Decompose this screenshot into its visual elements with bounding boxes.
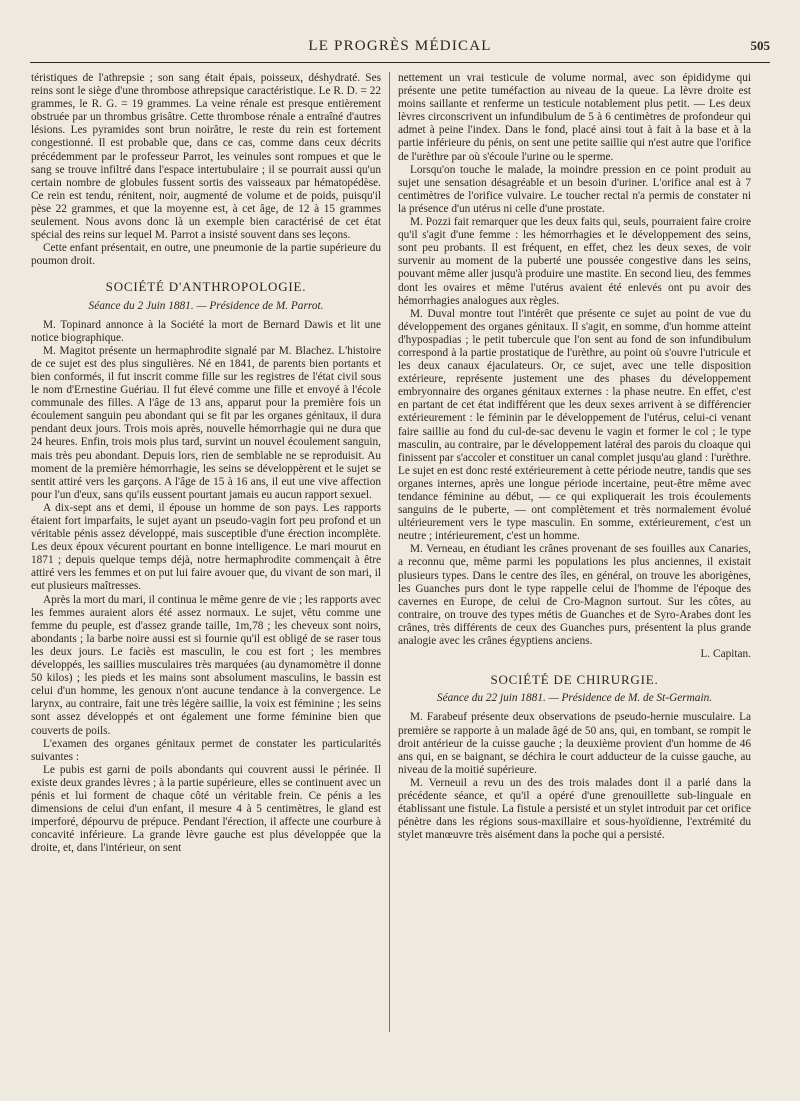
paragraph: M. Verneau, en étudiant les crânes provenant de ses fouilles aux Canaries, a reconnu que, même parmi les populations les plus anciennes, il existait plusieurs types. Dans le centre des îles, en général, on trouve les aborigènes, les Guanches purs dont le type rappelle celui de l'homme de l'époque des cavernes en Europe, de celui de Cro-Magnon surtout. Sur les côtes, au contraire, on trouve des types métis de Guanches et de Syro-Arabes dont les crânes, très différents de ceux des Guanches purs, présentent la plus grande analogie avec les crânes égyptiens anciens.: [398, 543, 751, 648]
section-title-anthropologie: SOCIÉTÉ D'ANTHROPOLOGIE.: [105, 279, 307, 295]
section-title-chirurgie: SOCIÉTÉ DE CHIRURGIE.: [490, 672, 659, 688]
paragraph: Après la mort du mari, il continua le même genre de vie ; les rapports avec les femmes auraient alors été assez normaux. Le sujet, vêtu comme une femme du peuple, est d'assez grande taille, 1m,78 ; les cheveux sont noirs, abondants ; la barbe noire aussi est si fournie qu'il est obligé de se raser tous les deux jours. Le faciès est masculin, le cou est fort ; les membres développés, les saillies musculaires très marquées (au dynamomètre il donne 50 kilos) ; les pieds et les mains sont absolument masculins, le bassin est celui d'un homme, les genoux n'ont aucune tendance à la convergence. Le larynx, au contraire, fait une très légère saillie, la voix est féminine ; les seins sont assez développés et ont également une forme féminine bien que couverts de poils.: [31, 593, 381, 737]
paragraph: M. Magitot présente un hermaphrodite signalé par M. Blachez. L'histoire de ce sujet est des plus singulières. Né en 1841, de parents bien portants et bien conformés, il fut inscrit comme fille sur les registres de l'état civil sous le nom d'Ernestine Guériau. Il fut élevé comme une fille et envoyé à l'école communale des filles. A l'âge de 13 ans, apparut pour la première fois un écoulement sanguin peu abondant qui se fit par les organes génitaux, il dura pendant deux jours. Trois mois après, nouvelle hémorrhagie qui ne dura que 24 heures. Enfin, trois mois plus tard, survint un nouvel écoulement sanguin, mais très peu abondant. Depuis lors, rien de semblable ne se reproduisit. Au moment de la première hémorrhagie, les seins se développèrent et le sujet se sentit attiré vers les garçons. A l'âge de 15 à 16 ans, il eut une vive affection pour l'un d'eux, sans qu'ils eussent pourtant jamais eu aucun rapport sexuel.: [31, 344, 381, 501]
journal-title: LE PROGRÈS MÉDICAL: [308, 38, 492, 54]
paragraph: Cette enfant présentait, en outre, une pneumonie de la partie supérieure du poumon droit.: [31, 242, 381, 268]
paragraph: nettement un vrai testicule de volume normal, avec son épididyme qui présente une petite tuméfaction au niveau de la queue. La lèvre droite est moins saillante et renferme un testicule notablement plus petit. — Les deux lèvres circonscrivent un infundibulum de 5 à 6 centimètres de profondeur qui admet à peine l'index. Dans le fond, placé ainsi tout à fait à la base et à la partie inférieure du pénis, on sent une petite saillie qui n'est autre que l'orifice de l'urèthre par où s'écoule l'urine ou le sperme.: [398, 72, 751, 163]
paragraph: M. Pozzi fait remarquer que les deux faits qui, seuls, pourraient faire croire qu'il s'agit d'une femme : les hémorrhagies et le développement des seins, sont peu probants. Il est fréquent, en effet, chez les deux sexes, de voir survenir au moment de la puberté une poussée congestive dans les seins, pouvant même aller jusqu'à produire une mastite. En second lieu, des femmes dont les ovaires et même l'utérus avaient été enlevés ont pu avoir des hémorrhagies analogues aux règles.: [398, 216, 751, 307]
paragraph: M. Topinard annonce à la Société la mort de Bernard Dawis et lit une notice biographique.: [31, 318, 381, 344]
seance-line: Séance du 22 juin 1881. — Présidence de M. de St-Germain.: [436, 692, 713, 705]
signature: L. Capitan.: [700, 648, 751, 661]
paragraph: A dix-sept ans et demi, il épouse un homme de son pays. Les rapports étaient fort imparfaits, le sujet ayant un pseudo-vagin fort peu profond et un véritable pénis assez développé, mais susceptible d'une érection incomplète. Les deux époux vécurent pourtant en bonne intelligence. Le mari mourut en 1871 ; depuis quelque temps déjà, notre hermaphrodite commençait à être attiré vers les femmes et on put lui faire avouer que, du vivant de son mari, il eut plusieurs maîtresses.: [31, 501, 381, 593]
column-divider: [389, 72, 390, 1032]
running-header: [30, 34, 770, 63]
paragraph: M. Farabeuf présente deux observations de pseudo-hernie musculaire. La première se rapporte à un malade âgé de 50 ans, qui, en tombant, se rompit le droit antérieur de la cuisse gauche ; la deuxième provient d'un homme de 46 ans qui, en se baignant, se déchira le court adducteur de la cuisse gauche, au niveau de la moitié supérieure.: [398, 711, 751, 776]
seance-line: Séance du 2 Juin 1881. — Présidence de M. Parrot.: [88, 299, 324, 312]
paragraph: L'examen des organes génitaux permet de constater les particularités suivantes :: [31, 737, 381, 763]
right-column: [398, 72, 751, 1092]
paragraph: Le pubis est garni de poils abondants qui couvrent aussi le périnée. Il existe deux grandes lèvres ; à la partie supérieure, elles se continuent avec un pénis et lui forment de chaque côté un véritable frein. Ce pénis a les dimensions de celui d'un enfant, il mesure 4 à 5 centimètres, le gland est imperforé, dépourvu de prépuce. Pendant l'érection, il affecte une courbure à concavité inférieure. La grande lèvre gauche est plus développée que la droite, et, dans l'intérieur, on sent: [31, 763, 381, 855]
left-column: [31, 72, 381, 1092]
paragraph: M. Verneuil a revu un des des trois malades dont il a parlé dans la précédente séance, et qu'il a opéré d'une grenouillette sub-linguale en établissant une fistule. La fistule a persisté et un stylet introduit par cet orifice pénètre dans les régions sous-maxillaire et sous-hyoïdienne, l'extrémité du stylet manœuvre très aisément dans la poche qui a persisté.: [398, 776, 751, 842]
paragraph: Lorsqu'on touche le malade, la moindre pression en ce point produit au sujet une sensation désagréable et un besoin d'uriner. L'orifice anal est à 7 centimètres de l'orifice vulvaire. Le toucher rectal n'a permis de constater ni la présence d'un utérus ni celle d'une prostate.: [398, 163, 751, 215]
page-number: 505: [750, 38, 770, 53]
paragraph: téristiques de l'athrepsie ; son sang était épais, poisseux, déshydraté. Ses reins sont le siège d'une thrombose athrepsique caractéristique. Le R. D. = 22 grammes, le R. G. = 19 grammes. La veine rénale est presque entièrement obstruée par un thrombus grisâtre. Cette thrombose rénale a entraîné d'autres lésions. Les pyramides sont brun noirâtre, le reste du rein est fortement congestionné. Il est probable que, dans ce cas, comme dans ceux décrits précédemment par le professeur Parrot, les veinules sont rompues et que le sang se trouve infiltré dans l'espace intertubulaire ; il se pourrait aussi qu'un certain nombre de globules fussent sortis des vaisseaux par hématopédèse. Ce rein est tendu, rénitent, noir, augmenté de volume et de poids, puisqu'il pèse 22 grammes, et que la moyenne est, à cet âge, de 12 à 15 grammes seulement. Nous avons donc là un exemple bien caractérisé de cet état spécial des reins sur lequel M. Parrot a insisté souvent dans ses leçons.: [31, 72, 381, 242]
paragraph: M. Duval montre tout l'intérêt que présente ce sujet au point de vue du développement des organes génitaux. Il s'agit, en somme, d'un homme atteint d'hypospadias ; le petit tubercule que l'on sent au fond de son infundibulum correspond à la partie prostatique de l'urèthre, au point où s'ouvre l'utricule et les deux canaux éjaculateurs. Or, ce sujet, avec une telle disposition extérieure, représente justement une des phases du développement embryonnaire des organes génitaux externes : la phase neutre. En effet, c'est en partant de cet état indifférent que les deux sexes arrivent à se différencier extérieurement : le féminin par le développement de l'utérus, celui-ci venant faire saillie au fond du cul-de-sac devenu le vagin et former le col ; le type masculin, au contraire, par le développement latéral des parois du cloaque qui finissent par s'accoler et constituer un canal complet jusqu'au gland : l'urèthre. Le sujet en est donc resté extérieurement à cette période neutre, tandis que ses organes internes, après une longue période incertaine, peut-être même avec tendance féminine au début, — ce qui expliquerait les trois écoulements sanguins de le puberte, — ont complètement et très normalement évolué ultérieurement vers le type masculin. En somme, extérieurement, c'est un neutre ; intérieurement, c'est un homme.: [398, 307, 751, 543]
